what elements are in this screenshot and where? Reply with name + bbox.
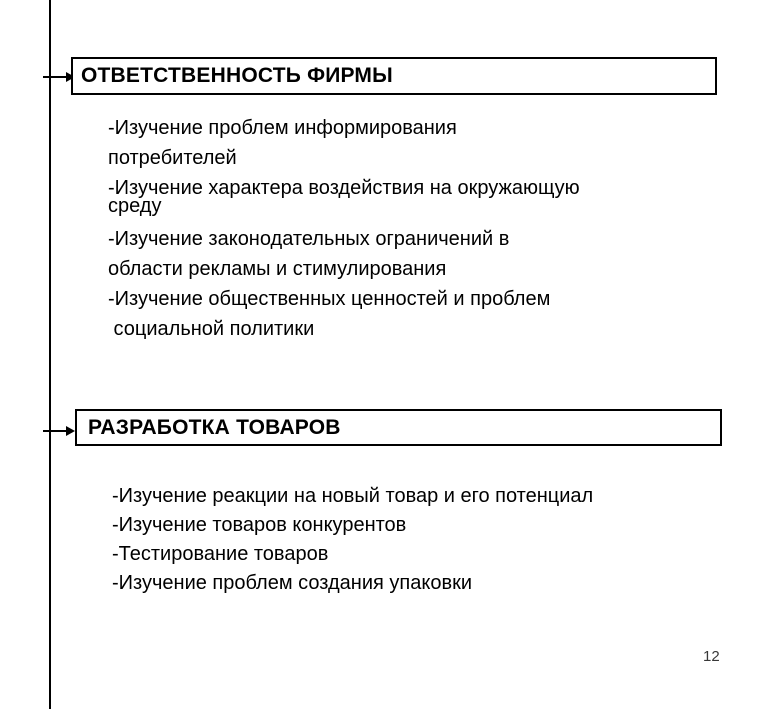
- list-line: социальной политики: [108, 318, 315, 340]
- list-line: -Изучение товаров конкурентов: [112, 514, 407, 536]
- connector-vertical-line: [49, 0, 51, 709]
- list-line: -Изучение проблем создания упаковки: [112, 572, 472, 594]
- list-line: области рекламы и стимулирования: [108, 258, 447, 280]
- list-line: -Изучение реакции на новый товар и его потенциал: [112, 485, 594, 507]
- list-line: -Изучение законодательных ограничений в: [108, 228, 510, 250]
- section-1-title-box: [71, 57, 717, 95]
- arrow-right-icon: [66, 426, 75, 436]
- arrow-shaft: [43, 76, 68, 78]
- list-line: -Изучение проблем информирования: [108, 117, 457, 139]
- page-number: 12: [703, 648, 720, 665]
- list-line: -Изучение общественных ценностей и проблем: [108, 288, 551, 310]
- section-2-list: [112, 482, 593, 598]
- list-line: -Тестирование товаров: [112, 543, 329, 565]
- list-line: среду: [108, 195, 162, 217]
- arrow-shaft: [43, 430, 68, 432]
- section-1-list: [108, 113, 580, 344]
- list-line: потребителей: [108, 147, 237, 169]
- list-line: -Изучение характера воздействия на окружающую: [108, 177, 580, 199]
- section-1-title: ОТВЕТСТВЕННОСТЬ ФИРМЫ: [81, 64, 393, 87]
- section-2-title: РАЗРАБОТКА ТОВАРОВ: [88, 415, 341, 439]
- section-2-title-box: [75, 409, 722, 446]
